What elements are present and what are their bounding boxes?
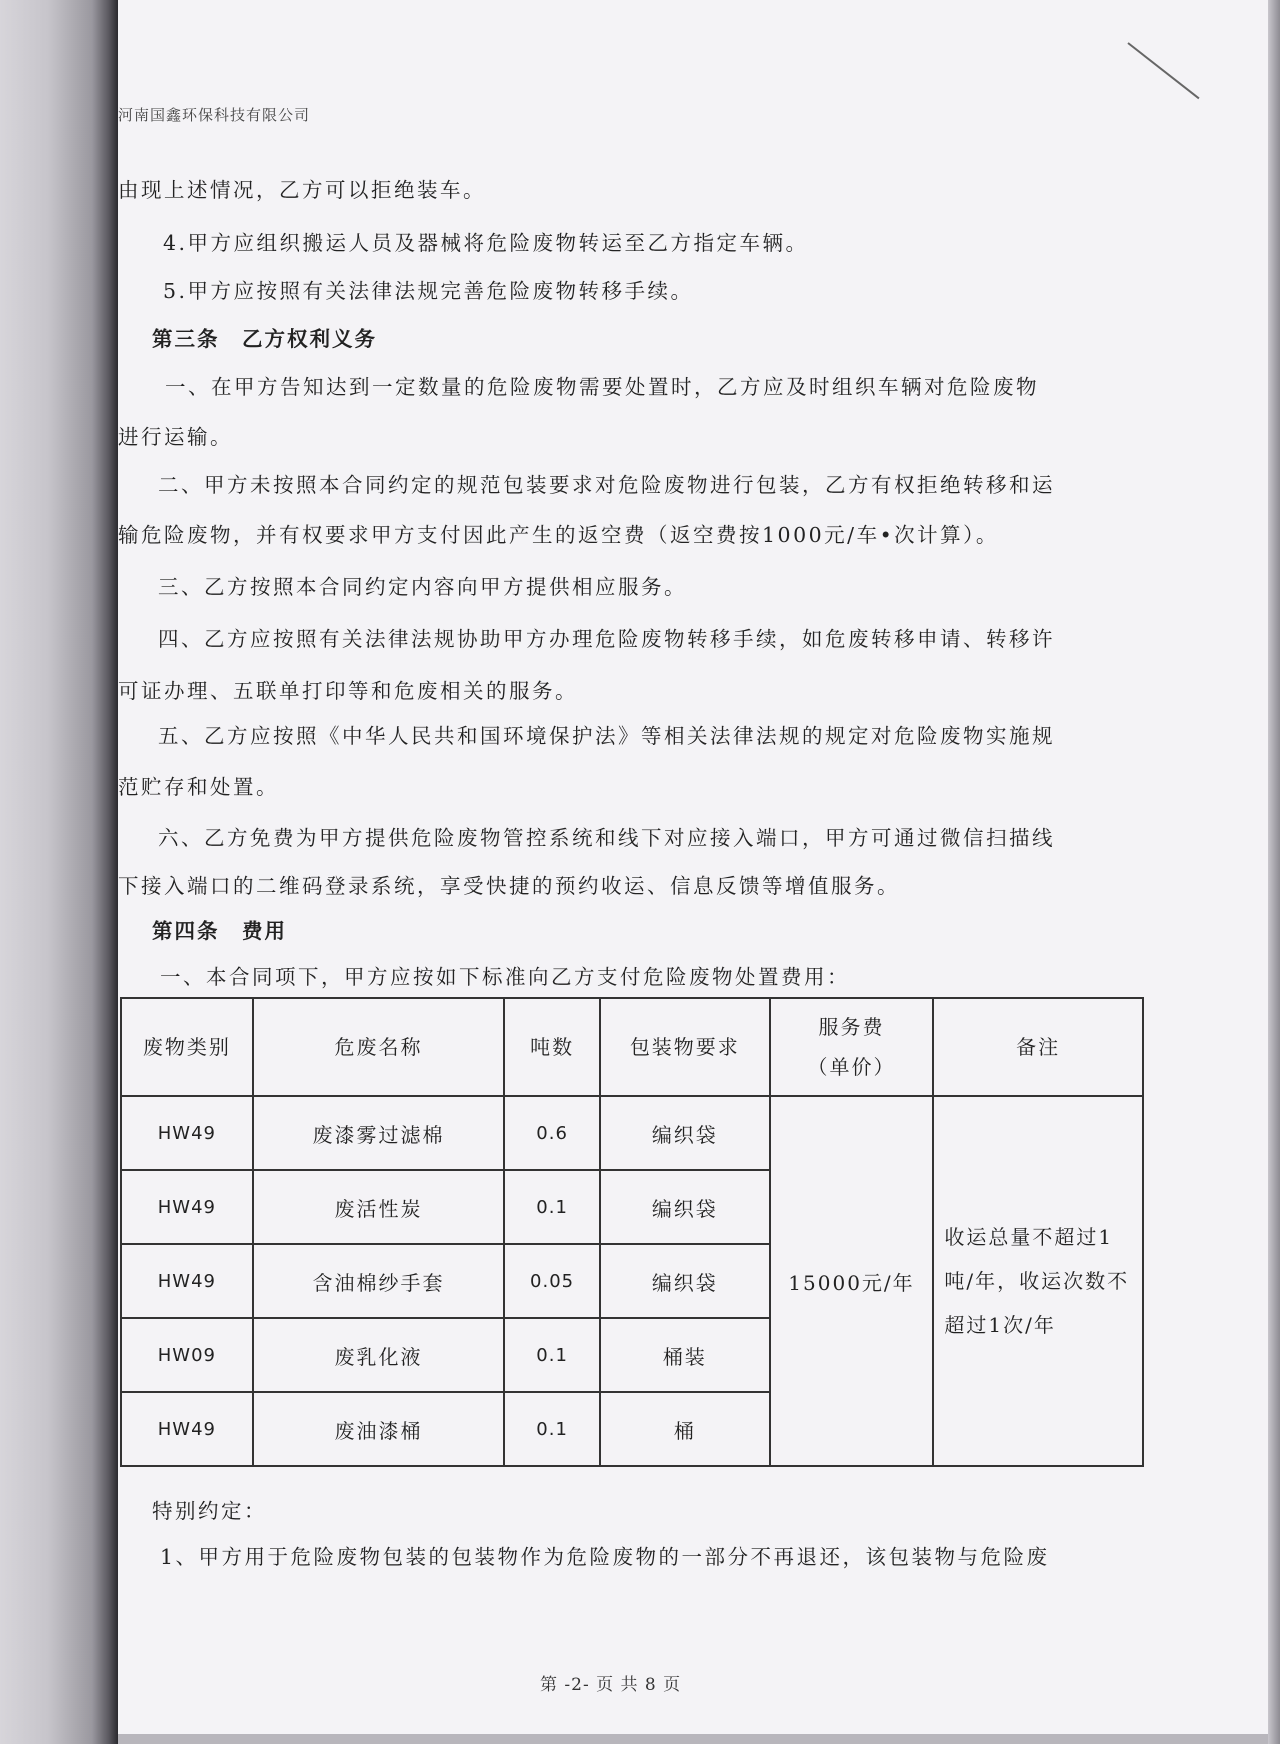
cell-packaging: 桶装 (600, 1318, 770, 1392)
cell-tonnage: 0.05 (504, 1244, 600, 1318)
clause-line: 二、甲方未按照本合同约定的规范包装要求对危险废物进行包装，乙方有权拒绝转移和运 (158, 473, 1055, 497)
header-packaging: 包装物要求 (600, 998, 770, 1096)
clause-line: 特别约定： (152, 1499, 267, 1523)
section-heading: 第四条 费用 (152, 919, 287, 943)
clause-line: 4.甲方应组织搬运人员及器械将危险废物转运至乙方指定车辆。 (163, 231, 809, 255)
header-tonnage: 吨数 (504, 998, 600, 1096)
cell-remarks: 收运总量不超过1吨/年，收运次数不超过1次/年 (933, 1096, 1143, 1466)
cell-packaging: 编织袋 (600, 1244, 770, 1318)
cell-category: HW09 (121, 1318, 253, 1392)
table-row (121, 1096, 1143, 1170)
clause-line: 六、乙方免费为甲方提供危险废物管控系统和线下对应接入端口，甲方可通过微信扫描线 (158, 826, 1055, 850)
clause-line: 输危险废物，并有权要求甲方支付因此产生的返空费（返空费按1000元/车•次计算）。 (118, 523, 999, 547)
page-number: 第 -2- 页 共 8 页 (540, 1675, 682, 1695)
clause-line: 由现上述情况，乙方可以拒绝装车。 (118, 178, 486, 202)
cell-name: 含油棉纱手套 (253, 1244, 504, 1318)
cell-packaging: 编织袋 (600, 1170, 770, 1244)
clause-line: 5.甲方应按照有关法律法规完善危险废物转移手续。 (163, 279, 694, 303)
cell-tonnage: 0.1 (504, 1170, 600, 1244)
table-header-row (121, 998, 1143, 1096)
header-waste-name: 危废名称 (253, 998, 504, 1096)
clause-line: 下接入端口的二维码登录系统，享受快捷的预约收运、信息反馈等增值服务。 (118, 874, 900, 898)
clause-line: 一、在甲方告知达到一定数量的危险废物需要处置时，乙方应及时组织车辆对危险废物 (165, 375, 1039, 399)
clause-line: 四、乙方应按照有关法律法规协助甲方办理危险废物转移手续，如危废转移申请、转移许 (158, 627, 1055, 651)
corner-fold-mark (1127, 42, 1199, 99)
header-service-fee (770, 998, 934, 1096)
clause-line: 一、本合同项下，甲方应按如下标准向乙方支付危险废物处置费用： (160, 965, 850, 989)
cell-category: HW49 (121, 1392, 253, 1466)
scan-shadow-right (1268, 0, 1280, 1744)
cell-name: 废乳化液 (253, 1318, 504, 1392)
cell-tonnage: 0.1 (504, 1392, 600, 1466)
clause-line: 范贮存和处置。 (118, 775, 279, 799)
cell-tonnage: 0.1 (504, 1318, 600, 1392)
header-unit-price-label: （单价） (807, 1055, 896, 1079)
scan-shadow-bottom (118, 1734, 1268, 1744)
cell-name: 废油漆桶 (253, 1392, 504, 1466)
company-header: 河南国鑫环保科技有限公司 (118, 106, 311, 124)
cell-tonnage: 0.6 (504, 1096, 600, 1170)
header-waste-category: 废物类别 (121, 998, 253, 1096)
clause-line: 三、乙方按照本合同约定内容向甲方提供相应服务。 (158, 575, 687, 599)
clause-line: 五、乙方应按照《中华人民共和国环境保护法》等相关法律法规的规定对危险废物实施规 (158, 724, 1055, 748)
scan-shadow-left (0, 0, 118, 1744)
cell-category: HW49 (121, 1244, 253, 1318)
cell-name: 废活性炭 (253, 1170, 504, 1244)
cell-packaging: 编织袋 (600, 1096, 770, 1170)
clause-line: 1、甲方用于危险废物包装的包装物作为危险废物的一部分不再退还，该包装物与危险废 (160, 1545, 1050, 1569)
cell-category: HW49 (121, 1096, 253, 1170)
header-remarks: 备注 (933, 998, 1143, 1096)
cell-category: HW49 (121, 1170, 253, 1244)
section-heading: 第三条 乙方权利义务 (152, 327, 377, 351)
clause-line: 进行运输。 (118, 425, 233, 449)
cell-packaging: 桶 (600, 1392, 770, 1466)
header-service-fee-label: 服务费 (818, 1015, 885, 1039)
cell-name: 废漆雾过滤棉 (253, 1096, 504, 1170)
fee-table (120, 997, 1144, 1467)
cell-service-fee: 15000元/年 (770, 1096, 934, 1466)
clause-line: 可证办理、五联单打印等和危废相关的服务。 (118, 679, 578, 703)
